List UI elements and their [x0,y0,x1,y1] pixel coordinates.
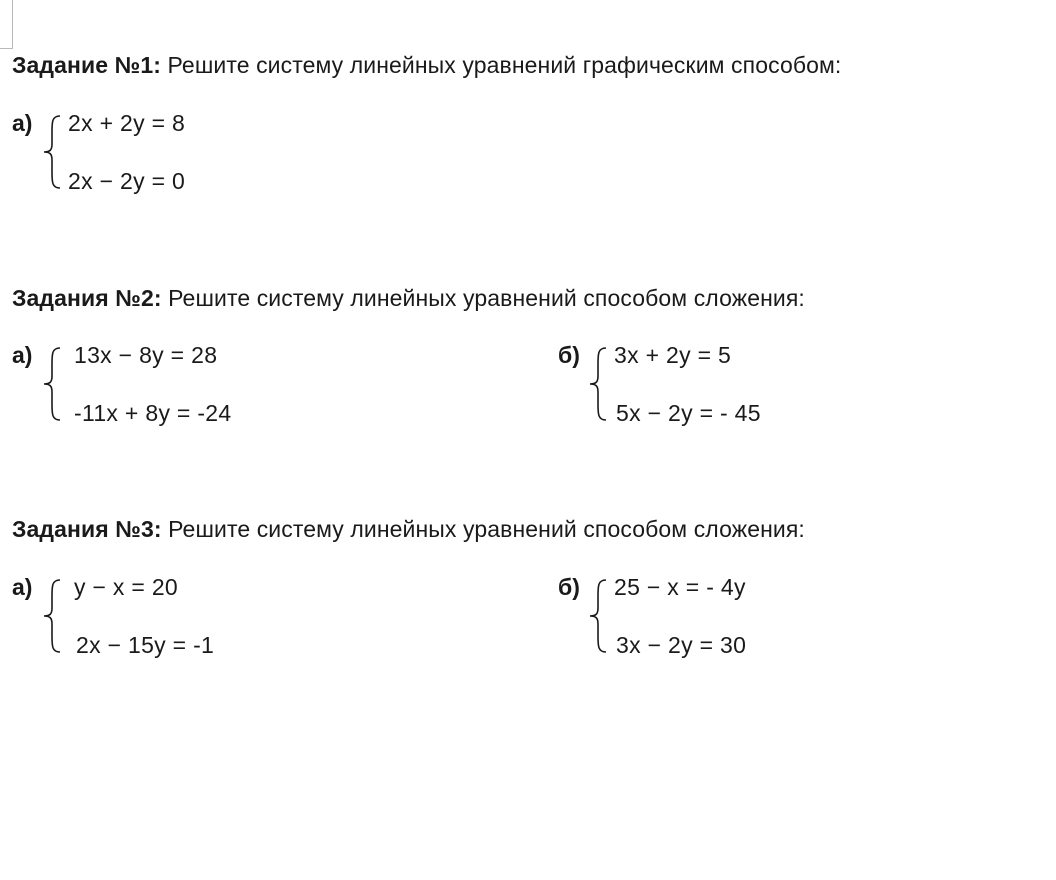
equation-2: 3x − 2y = 30 [616,632,747,658]
task-2-number: Задания №2: [12,285,162,311]
left-brace-icon [586,576,612,656]
task-3-system-b [558,574,878,674]
equation-2: 2x − 2y = 0 [68,168,186,194]
equation-1: y − x = 20 [74,574,179,600]
left-brace-icon [40,576,66,656]
page-corner-mark [0,0,13,49]
task-2-system-b [558,342,878,442]
equation-1: 3x + 2y = 5 [614,342,732,368]
task-2-instruction: Решите систему линейных уравнений способом сложения: [168,285,805,311]
task-3-title [12,516,805,543]
task-1-instruction: Решите систему линейных уравнений графическим способом: [167,52,842,78]
equation-2: -11x + 8y = -24 [74,400,232,426]
task-1-system-a [12,110,312,210]
task-1-title [12,52,841,79]
system-label: б) [558,342,580,368]
system-label: а) [12,342,33,368]
system-label: а) [12,110,33,136]
task-1-number: Задание №1: [12,52,161,78]
task-3-number: Задания №3: [12,516,162,542]
task-2-title [12,285,805,312]
equation-1: 13x − 8y = 28 [74,342,218,368]
equation-2: 2x − 15y = -1 [76,632,215,658]
task-3-instruction: Решите систему линейных уравнений способом сложения: [168,516,805,542]
task-3-system-a [12,574,332,674]
left-brace-icon [40,344,66,424]
equation-2: 5x − 2y = - 45 [616,400,761,426]
left-brace-icon [40,112,66,192]
equation-1: 25 − x = - 4y [614,574,746,600]
system-label: б) [558,574,580,600]
task-2-system-a [12,342,332,442]
system-label: а) [12,574,33,600]
left-brace-icon [586,344,612,424]
equation-1: 2x + 2y = 8 [68,110,186,136]
